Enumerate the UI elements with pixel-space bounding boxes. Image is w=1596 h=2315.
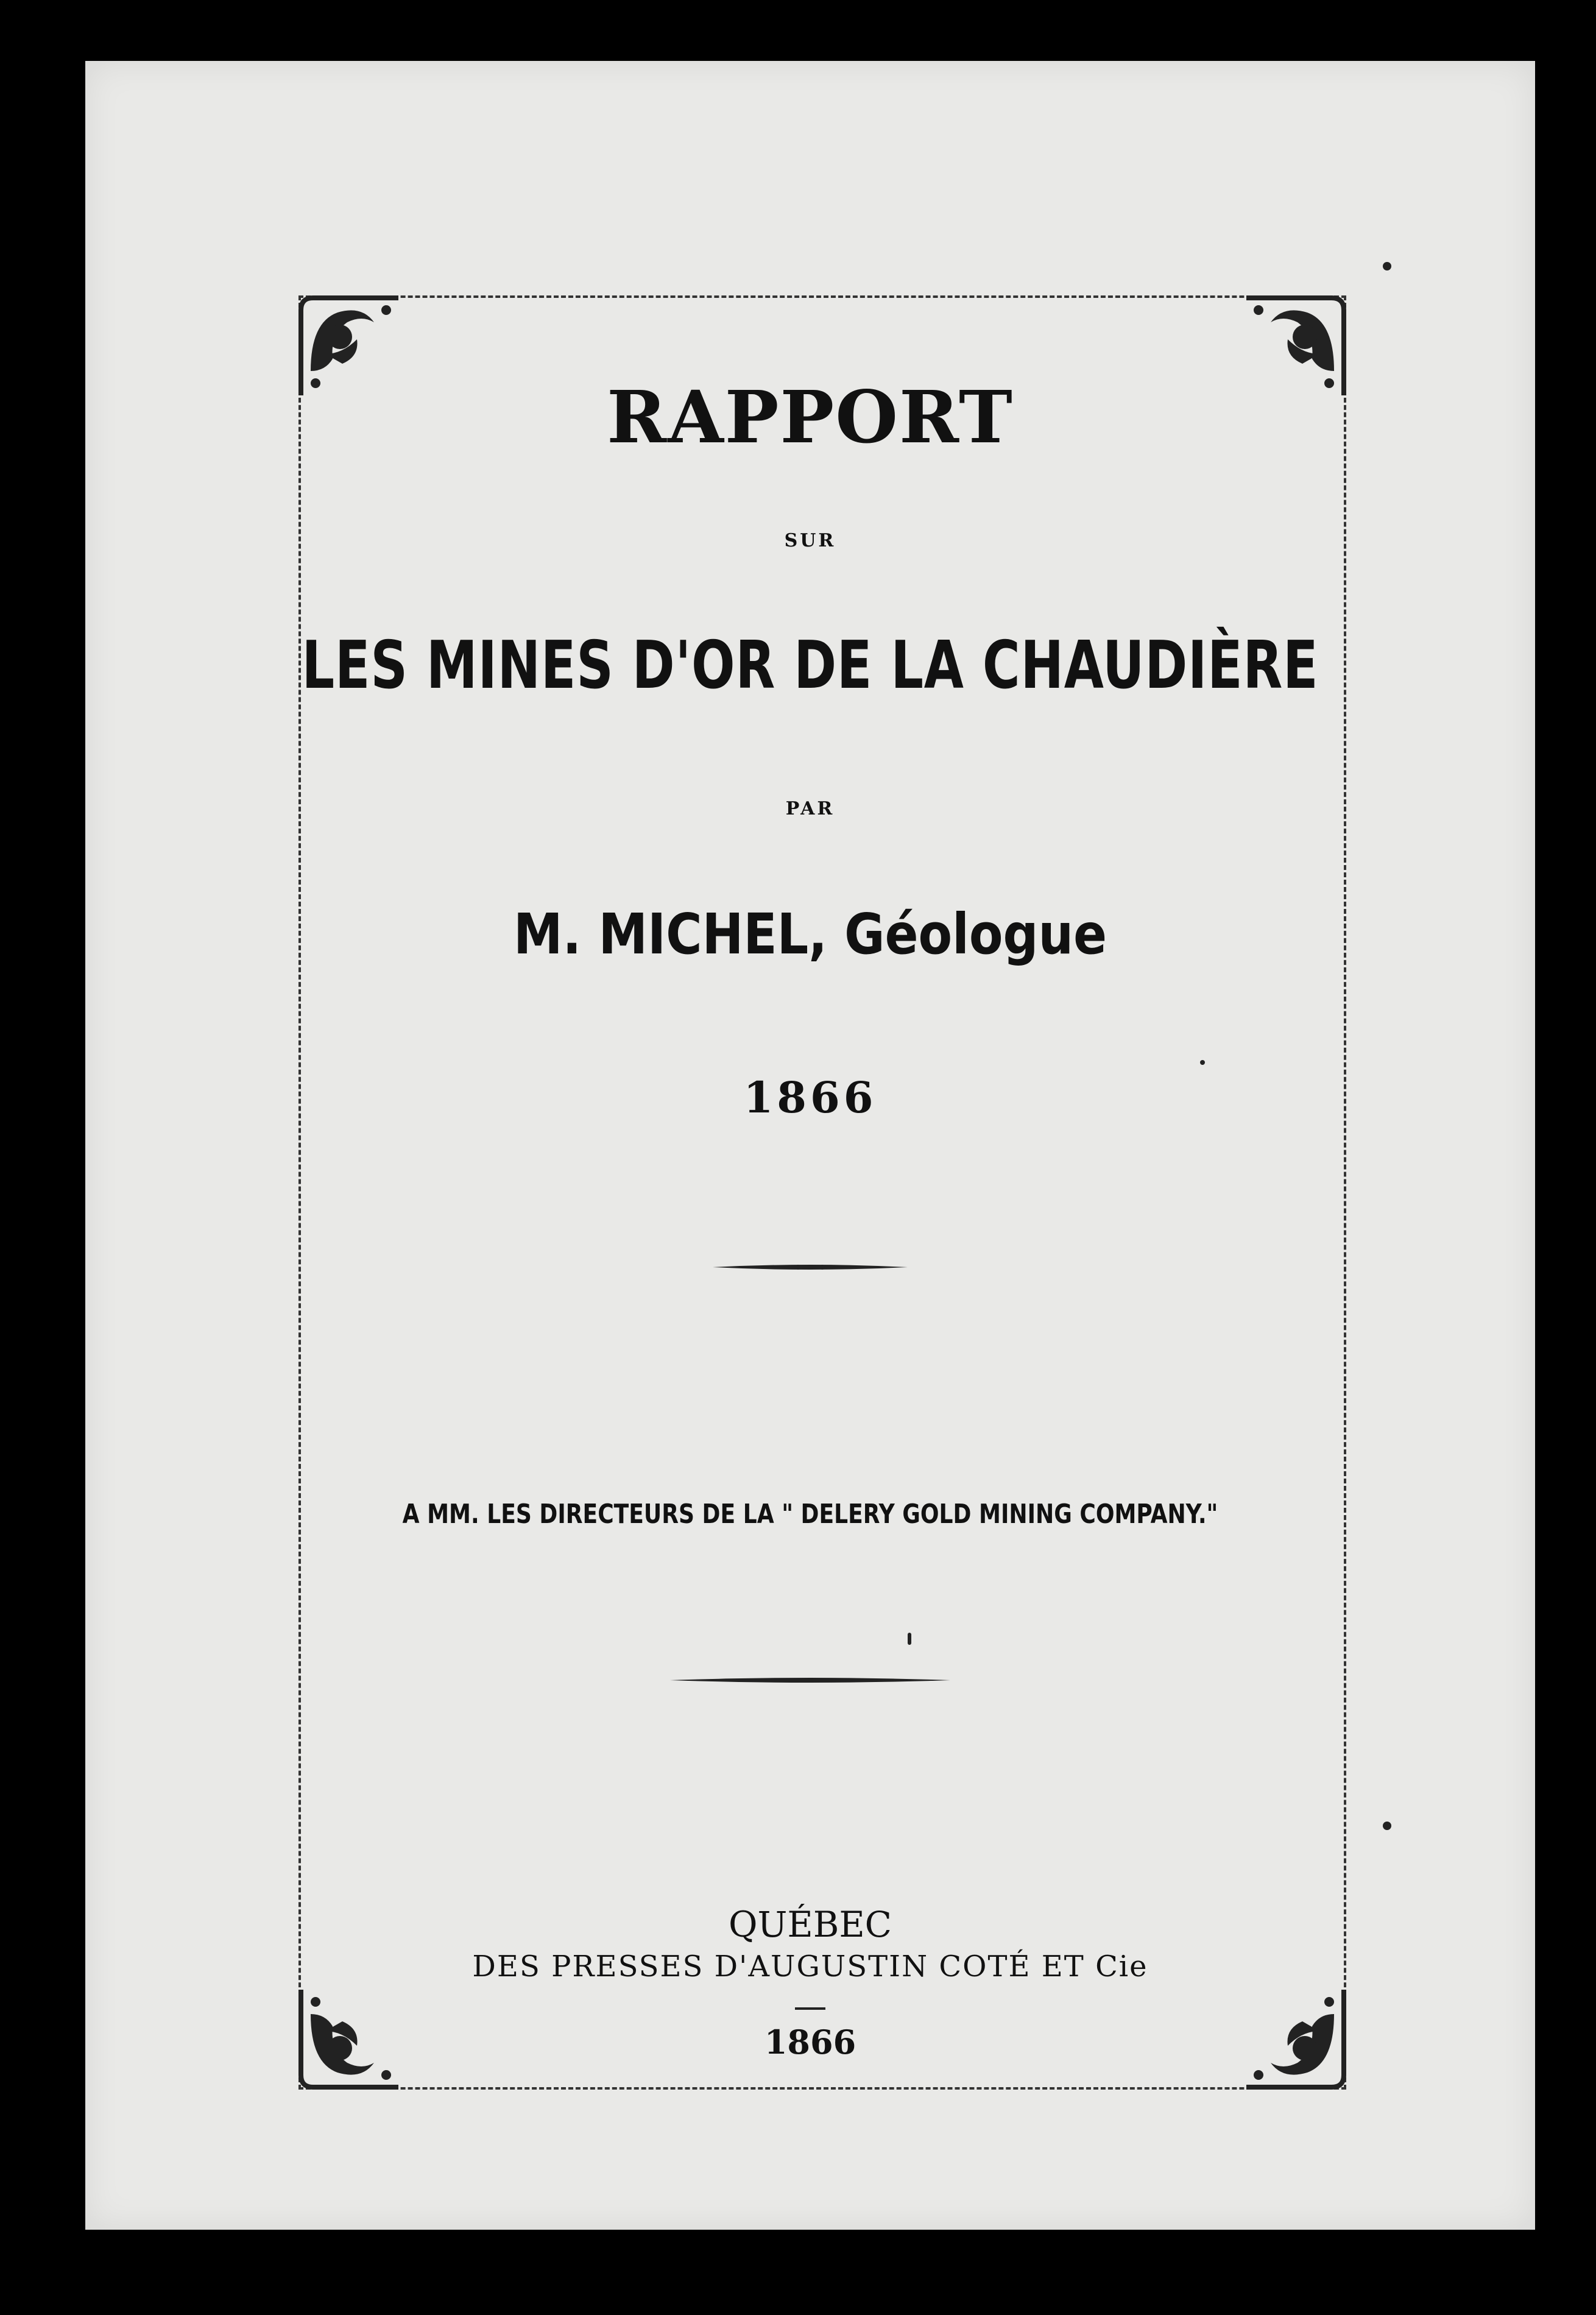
- year-top: 1866: [743, 1072, 877, 1123]
- separator-dash: [795, 2007, 825, 2010]
- report-title: RAPPORT: [607, 375, 1014, 459]
- publisher-line: DES PRESSES D'AUGUSTIN COTÉ ET Cie: [472, 1949, 1148, 1984]
- report-subtitle: LES MINES D'OR DE LA CHAUDIÈRE: [302, 627, 1319, 704]
- paper-speck: [1200, 1060, 1205, 1065]
- paper-speck: [1383, 262, 1391, 270]
- author-line: M. MICHEL, Géologue: [513, 902, 1107, 967]
- year-bottom: 1866: [764, 2023, 856, 2062]
- document-page: [85, 61, 1535, 2230]
- paper-speck: [1383, 1822, 1391, 1830]
- paper-speck: [908, 1633, 911, 1645]
- publication-city: QUÉBEC: [728, 1904, 892, 1945]
- decorative-border: [298, 295, 1346, 2090]
- connector-par: PAR: [785, 798, 835, 819]
- dedication-line: A MM. LES DIRECTEURS DE LA " DELERY GOLD MINING COMPANY.": [402, 1499, 1218, 1530]
- connector-sur: SUR: [784, 530, 836, 551]
